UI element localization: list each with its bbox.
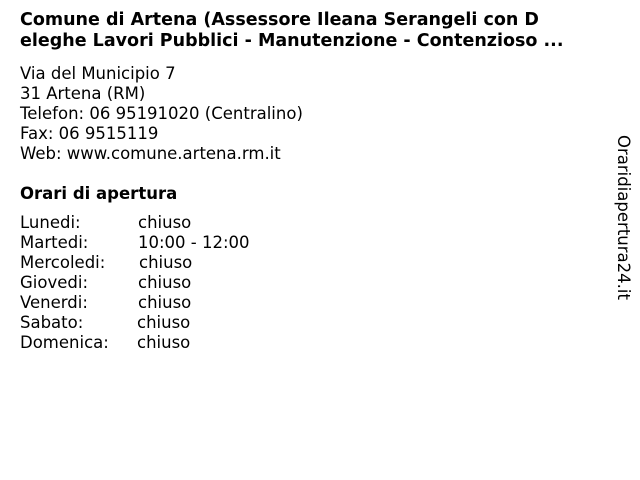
title-line-1: Comune di Artena (Assessore Ileana Serangeli con D (20, 10, 539, 30)
day-label: Martedi: (20, 233, 89, 252)
address-block (20, 64, 303, 164)
page-title (20, 10, 620, 52)
day-label: Lunedi: (20, 213, 81, 232)
day-hours: chiuso (138, 213, 192, 232)
day-hours: chiuso (138, 293, 192, 312)
day-hours: 10:00 - 12:00 (138, 233, 250, 252)
city: 31 Artena (RM) (20, 84, 146, 103)
fax: Fax: 06 9515119 (20, 124, 159, 143)
watermark (612, 135, 634, 310)
web: Web: www.comune.artena.rm.it (20, 144, 281, 163)
day-label: Domenica: (20, 333, 109, 352)
day-label: Venerdi: (20, 293, 88, 312)
day-hours: chiuso (139, 253, 193, 272)
title-line-2: eleghe Lavori Pubblici - Manutenzione - Contenzioso ... (20, 31, 564, 51)
hours-heading: Orari di apertura (20, 184, 178, 203)
day-hours: chiuso (137, 333, 191, 352)
day-hours: chiuso (138, 273, 192, 292)
watermark-text: Oraridiapertura24.it (614, 135, 633, 300)
day-hours: chiuso (137, 313, 191, 332)
day-label: Sabato: (20, 313, 84, 332)
day-label: Giovedi: (20, 273, 88, 292)
day-label: Mercoledi: (20, 253, 106, 272)
street: Via del Municipio 7 (20, 64, 176, 83)
phone: Telefon: 06 95191020 (Centralino) (20, 104, 303, 123)
